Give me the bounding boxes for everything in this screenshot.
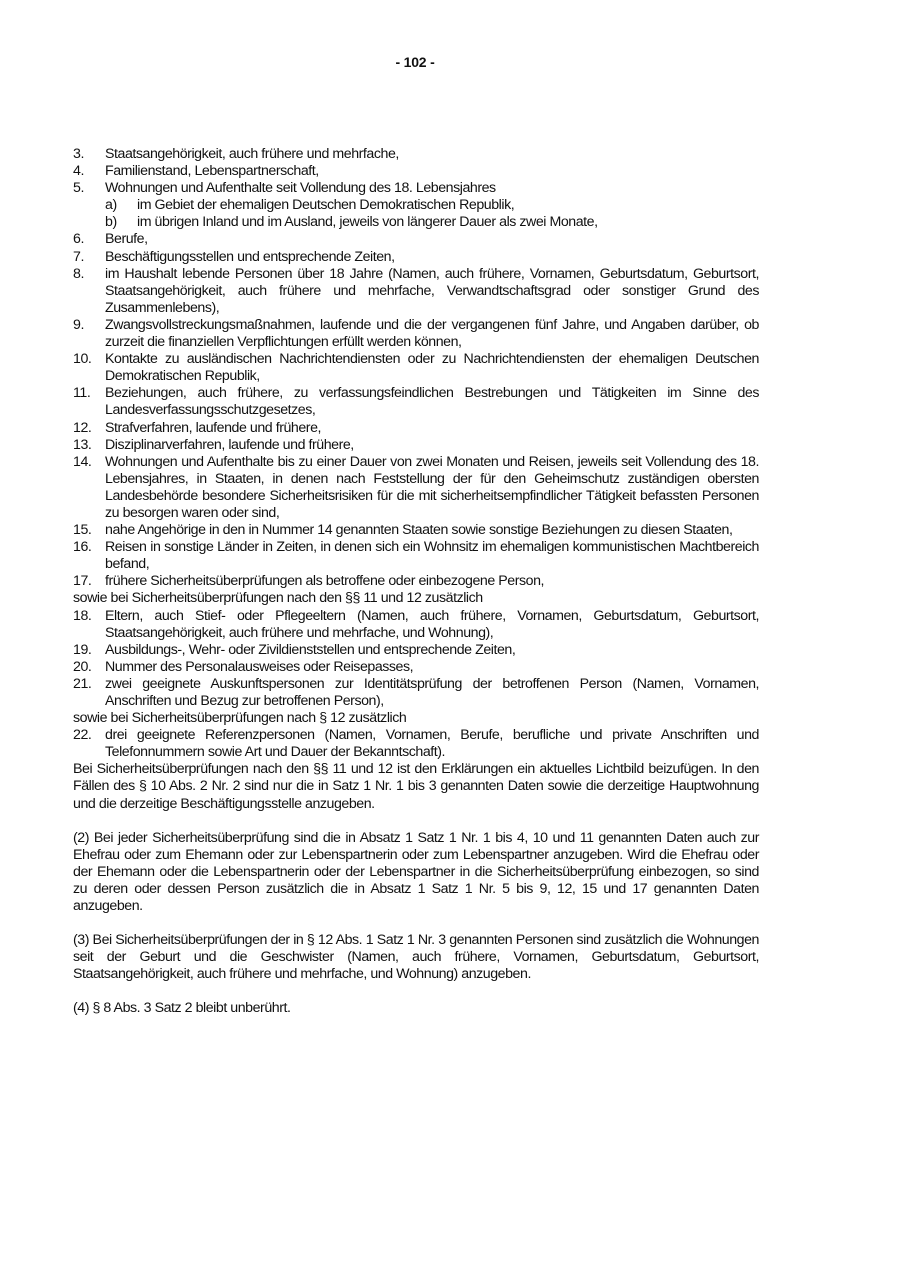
paragraph-3: (3) Bei Sicherheitsüberprüfungen der in § 12 Abs. 1 Satz 1 Nr. 3 genannten Personen sind zusätzlich die Wohnungen seit der Geburt und die Geschwister (Namen, auch frühere, Vornamen, Geburtsdatum, Geburtsort, Staatsangehörigkeit, auch frühere und mehrfache, und Wohnung) anzugeben. [73, 932, 759, 983]
list-item-number: 21. [73, 675, 92, 692]
list-item [73, 385, 759, 419]
list-item-number: 3. [73, 146, 84, 162]
list-item-text: Familienstand, Lebenspartnerschaft, [105, 163, 319, 180]
list-item-text: Kontakte zu ausländischen Nachrichtendiensten oder zu Nachrichtendiensten der ehemaligen Deutschen Demokratischen Republik, [105, 351, 759, 385]
list-item-text: Wohnungen und Aufenthalte bis zu einer Dauer von zwei Monaten und Reisen, jeweils seit Vollendung des 18. Lebensjahres, in Staaten, in denen nach Feststellung der für den Geheimschutz zuständigen obersten Landesbehörde besondere Sicherheitsrisiken für die mit sicherheitsempfindlicher Tätigkeit befassten Personen zu besorgen waren oder sind, [105, 453, 759, 521]
list-item-text: Zwangsvollstreckungsmaßnahmen, laufende und die der vergangenen fünf Jahre, und Angaben darüber, ob zurzeit die finanziellen Verpflichtungen erfüllt werden können, [105, 316, 759, 351]
list-item-number: 11. [73, 385, 91, 402]
list-item-number: 4. [73, 163, 84, 180]
list-item [73, 420, 759, 437]
list-item-text: Nummer des Personalausweises oder Reisepasses, [105, 658, 414, 675]
list-item-text: frühere Sicherheitsüberprüfungen als betroffene oder einbezogene Person, [105, 573, 545, 590]
sub-list-item [73, 214, 759, 231]
list-item-text: Beschäftigungsstellen und entsprechende Zeiten, [105, 248, 395, 265]
intro-section-12: sowie bei Sicherheitsüberprüfungen nach § 12 zusätzlich [73, 710, 407, 727]
list-item-text: nahe Angehörige in den in Nummer 14 genannten Staaten sowie sonstige Beziehungen zu diesen Staaten, [105, 522, 733, 539]
list-item [73, 454, 759, 522]
page-number: - 102 - [395, 54, 435, 70]
sub-list-item-text: im übrigen Inland und im Ausland, jeweils von längerer Dauer als zwei Monate, [137, 214, 598, 231]
list-item-text: Staatsangehörigkeit, auch frühere und mehrfache, [105, 146, 399, 162]
list-item-text: Reisen in sonstige Länder in Zeiten, in denen sich ein Wohnsitz im ehemaligen kommunistischen Machtbereich befand, [105, 539, 759, 573]
list-item [73, 539, 759, 573]
list-item-number: 19. [73, 641, 92, 658]
list-item-text: im Haushalt lebende Personen über 18 Jahre (Namen, auch frühere, Vornamen, Geburtsdatum, Geburtsort, Staatsangehörigkeit, auch frühere und mehrfache, Verwandtschaftsgrad oder sonstiger Grund des Zusammenlebens), [105, 265, 759, 316]
closing-paragraph-photo: Bei Sicherheitsüberprüfungen nach den §§ 11 und 12 ist den Erklärungen ein aktuelles Lichtbild beizufügen. In den Fällen des § 10 Abs. 2 Nr. 2 sind nur die in Satz 1 Nr. 1 bis 3 genannten Daten sowie die derzeitige Hauptwohnung und die derzeitige Beschäftigungsstelle anzugeben. [73, 761, 759, 812]
list-item-number: 8. [73, 265, 84, 282]
sub-list-item [73, 197, 759, 214]
list-item [73, 146, 759, 163]
list-item-text: Ausbildungs-, Wehr- oder Zivildienststellen und entsprechende Zeiten, [105, 641, 516, 658]
list-item-number: 22. [73, 727, 92, 744]
data-list-section-12 [73, 727, 759, 761]
intro-sections-11-12: sowie bei Sicherheitsüberprüfungen nach den §§ 11 und 12 zusätzlich [73, 590, 483, 607]
sub-list-item-text: im Gebiet der ehemaligen Deutschen Demokratischen Republik, [137, 197, 515, 214]
list-item-number: 10. [73, 351, 92, 368]
list-item [73, 249, 759, 266]
list-item [73, 437, 759, 454]
list-item-text: Berufe, [105, 231, 148, 248]
list-item-text: Disziplinarverfahren, laufende und frühere, [105, 436, 354, 453]
list-item [73, 231, 759, 248]
list-item [73, 727, 759, 761]
list-item-number: 16. [73, 539, 92, 556]
list-item-number: 12. [73, 419, 92, 436]
document-body [73, 146, 759, 1018]
data-list-sections-11-12 [73, 608, 759, 711]
list-item-number: 6. [73, 231, 84, 248]
list-item-number: 9. [73, 316, 84, 333]
paragraph-4: (4) § 8 Abs. 3 Satz 2 bleibt unberührt. [73, 1000, 291, 1017]
list-item-text: drei geeignete Referenzpersonen (Namen, Vornamen, Berufe, berufliche und private Anschriften und Telefonnummern sowie Art und Dauer der Bekanntschaft). [105, 727, 759, 761]
list-item-text: Eltern, auch Stief- oder Pflegeeltern (Namen, auch frühere, Vornamen, Geburtsdatum, Geburtsort, Staatsangehörigkeit, auch frühere und mehrfache, und Wohnung), [105, 607, 759, 641]
sub-list-item-letter: a) [105, 197, 117, 214]
list-item-number: 17. [73, 573, 92, 590]
list-item [73, 317, 759, 351]
list-item-number: 20. [73, 658, 92, 675]
list-item-text: Strafverfahren, laufende und frühere, [105, 419, 322, 436]
data-list-general [73, 146, 759, 590]
list-item [73, 573, 759, 590]
list-item [73, 180, 759, 197]
list-item-text: zwei geeignete Auskunftspersonen zur Identitätsprüfung der betroffenen Person (Namen, Vornamen, Anschriften und Bezug zur betroffenen Person), [105, 675, 759, 709]
list-item [73, 163, 759, 180]
list-item [73, 676, 759, 710]
list-item [73, 642, 759, 659]
list-item [73, 659, 759, 676]
list-item [73, 522, 759, 539]
list-item-number: 7. [73, 248, 84, 265]
list-item-number: 14. [73, 453, 92, 470]
list-item-number: 5. [73, 180, 84, 197]
list-item-text: Wohnungen und Aufenthalte seit Vollendung des 18. Lebensjahres [105, 180, 496, 197]
list-item-number: 13. [73, 436, 92, 453]
paragraph-2: (2) Bei jeder Sicherheitsüberprüfung sind die in Absatz 1 Satz 1 Nr. 1 bis 4, 10 und 11 genannten Daten auch zur Ehefrau oder zum Ehemann oder zur Lebenspartnerin oder zum Lebenspartner anzugeben. Wird die Ehefrau oder der Ehemann oder die Lebenspartnerin oder der Lebenspartner in die Sicherheitsüberprüfung einbezogen, so sind zu deren oder dessen Person zusätzlich die in Absatz 1 Satz 1 Nr. 5 bis 9, 12, 15 und 17 genannten Daten anzugeben. [73, 829, 759, 915]
list-item [73, 351, 759, 385]
list-item [73, 266, 759, 317]
list-item [73, 608, 759, 642]
sub-list-item-letter: b) [105, 214, 117, 231]
list-item-number: 15. [73, 522, 92, 539]
list-item-number: 18. [73, 607, 92, 624]
list-item-text: Beziehungen, auch frühere, zu verfassungsfeindlichen Bestrebungen und Tätigkeiten im Sinne des Landesverfassungsschutzgesetzes, [105, 385, 759, 419]
